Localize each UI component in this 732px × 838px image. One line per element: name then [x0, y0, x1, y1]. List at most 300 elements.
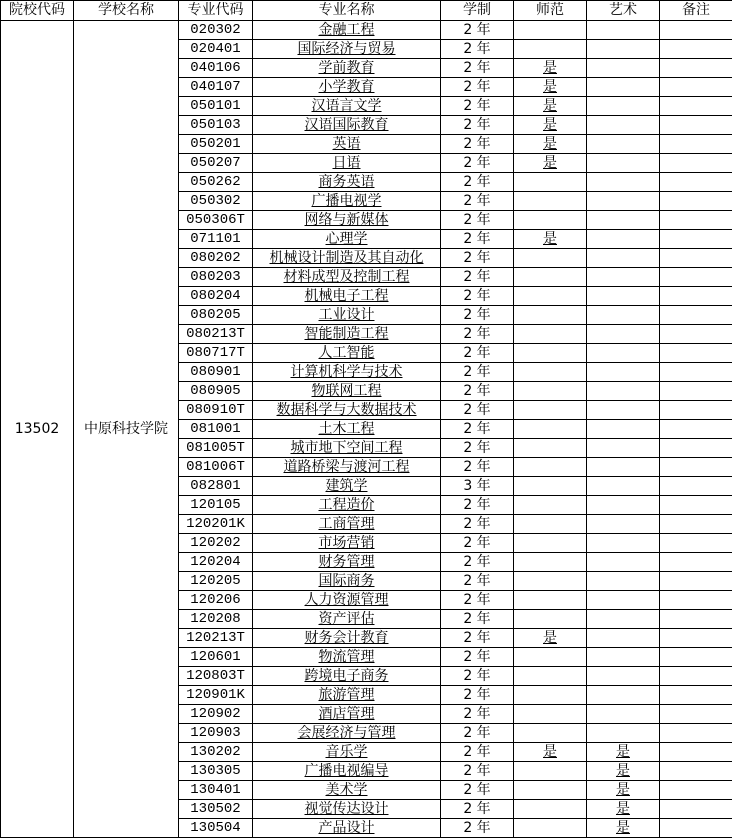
major-code-cell: 080203	[179, 268, 253, 287]
major-code-cell: 050302	[179, 192, 253, 211]
years-cell: 2 年	[441, 439, 514, 458]
header-normal: 师范	[514, 1, 587, 21]
years-cell: 2 年	[441, 97, 514, 116]
note-cell	[660, 686, 732, 705]
art-cell	[587, 325, 660, 344]
normal-cell	[514, 154, 587, 173]
normal-cell	[514, 515, 587, 534]
years-cell: 2 年	[441, 743, 514, 762]
major-name-cell	[253, 363, 441, 382]
major-name-cell-text: 资产评估	[319, 611, 375, 627]
normal-cell	[514, 648, 587, 667]
major-code-cell: 120201K	[179, 515, 253, 534]
art-cell	[587, 819, 660, 838]
major-name-cell	[253, 724, 441, 743]
major-name-cell	[253, 230, 441, 249]
school-code-cell: 13502	[1, 21, 74, 838]
art-cell	[587, 287, 660, 306]
major-code-cell: 040106	[179, 59, 253, 78]
note-cell	[660, 667, 732, 686]
normal-cell-text: 是	[543, 630, 557, 646]
major-name-cell	[253, 648, 441, 667]
major-code-cell: 071101	[179, 230, 253, 249]
art-cell	[587, 439, 660, 458]
major-name-cell	[253, 572, 441, 591]
years-cell: 3 年	[441, 477, 514, 496]
major-name-cell-text: 财务会计教育	[305, 630, 389, 646]
art-cell	[587, 610, 660, 629]
major-name-cell-text: 物流管理	[319, 649, 375, 665]
major-code-cell: 050101	[179, 97, 253, 116]
major-name-cell-text: 网络与新媒体	[305, 212, 389, 228]
normal-cell	[514, 591, 587, 610]
normal-cell	[514, 59, 587, 78]
major-name-cell	[253, 781, 441, 800]
major-name-cell-text: 心理学	[326, 231, 368, 247]
years-cell: 2 年	[441, 762, 514, 781]
normal-cell	[514, 249, 587, 268]
major-name-cell-text: 材料成型及控制工程	[284, 269, 410, 285]
years-cell: 2 年	[441, 515, 514, 534]
major-code-cell: 120202	[179, 534, 253, 553]
normal-cell	[514, 781, 587, 800]
years-cell: 2 年	[441, 610, 514, 629]
normal-cell-text: 是	[543, 117, 557, 133]
art-cell	[587, 211, 660, 230]
art-cell	[587, 743, 660, 762]
major-code-cell: 120105	[179, 496, 253, 515]
header-school-code: 院校代码	[1, 1, 74, 21]
normal-cell	[514, 724, 587, 743]
major-name-cell-text: 人力资源管理	[305, 592, 389, 608]
major-code-cell: 040107	[179, 78, 253, 97]
normal-cell-text: 是	[543, 744, 557, 760]
major-name-cell-text: 城市地下空间工程	[291, 440, 403, 456]
note-cell	[660, 192, 732, 211]
major-name-cell-text: 工业设计	[319, 307, 375, 323]
normal-cell	[514, 762, 587, 781]
normal-cell	[514, 97, 587, 116]
major-name-cell-text: 土木工程	[319, 421, 375, 437]
art-cell	[587, 401, 660, 420]
table-row	[1, 21, 732, 40]
normal-cell	[514, 40, 587, 59]
normal-cell	[514, 458, 587, 477]
art-cell	[587, 591, 660, 610]
normal-cell	[514, 78, 587, 97]
art-cell	[587, 306, 660, 325]
years-cell: 2 年	[441, 230, 514, 249]
normal-cell	[514, 553, 587, 572]
normal-cell-text: 是	[543, 136, 557, 152]
table-body	[1, 21, 732, 838]
normal-cell	[514, 192, 587, 211]
major-name-cell	[253, 553, 441, 572]
major-name-cell	[253, 439, 441, 458]
normal-cell-text: 是	[543, 231, 557, 247]
major-name-cell	[253, 40, 441, 59]
years-cell: 2 年	[441, 40, 514, 59]
major-name-cell	[253, 496, 441, 515]
major-name-cell-text: 广播电视编导	[305, 763, 389, 779]
major-name-cell-text: 英语	[333, 136, 361, 152]
normal-cell	[514, 534, 587, 553]
normal-cell	[514, 686, 587, 705]
art-cell	[587, 363, 660, 382]
art-cell	[587, 629, 660, 648]
years-cell: 2 年	[441, 401, 514, 420]
major-name-cell-text: 日语	[333, 155, 361, 171]
major-name-cell	[253, 458, 441, 477]
art-cell	[587, 515, 660, 534]
normal-cell-text: 是	[543, 60, 557, 76]
years-cell: 2 年	[441, 800, 514, 819]
major-name-cell	[253, 173, 441, 192]
years-cell: 2 年	[441, 192, 514, 211]
major-code-cell: 130502	[179, 800, 253, 819]
art-cell	[587, 496, 660, 515]
major-name-cell-text: 工商管理	[319, 516, 375, 532]
art-cell	[587, 534, 660, 553]
years-cell: 2 年	[441, 705, 514, 724]
normal-cell	[514, 268, 587, 287]
years-cell: 2 年	[441, 268, 514, 287]
major-name-cell	[253, 743, 441, 762]
major-name-cell-text: 金融工程	[319, 22, 375, 38]
major-name-cell-text: 国际经济与贸易	[298, 41, 396, 57]
note-cell	[660, 477, 732, 496]
major-code-cell: 080910T	[179, 401, 253, 420]
note-cell	[660, 268, 732, 287]
major-name-cell	[253, 192, 441, 211]
note-cell	[660, 287, 732, 306]
major-code-cell: 120206	[179, 591, 253, 610]
header-major-name: 专业名称	[253, 1, 441, 21]
major-name-cell-text: 计算机科学与技术	[291, 364, 403, 380]
major-name-cell	[253, 154, 441, 173]
note-cell	[660, 116, 732, 135]
major-name-cell-text: 商务英语	[319, 174, 375, 190]
normal-cell	[514, 344, 587, 363]
years-cell: 2 年	[441, 534, 514, 553]
art-cell	[587, 97, 660, 116]
note-cell	[660, 78, 732, 97]
major-name-cell	[253, 211, 441, 230]
normal-cell-text: 是	[543, 98, 557, 114]
art-cell-text: 是	[616, 782, 630, 798]
major-code-cell: 120205	[179, 572, 253, 591]
note-cell	[660, 572, 732, 591]
major-name-cell	[253, 819, 441, 838]
major-code-cell: 050103	[179, 116, 253, 135]
major-name-cell-text: 财务管理	[319, 554, 375, 570]
major-name-cell-text: 工程造价	[319, 497, 375, 513]
years-cell: 2 年	[441, 686, 514, 705]
major-name-cell-text: 汉语言文学	[312, 98, 382, 114]
note-cell	[660, 458, 732, 477]
years-cell: 2 年	[441, 173, 514, 192]
normal-cell	[514, 230, 587, 249]
major-name-cell-text: 广播电视学	[312, 193, 382, 209]
major-code-cell: 081005T	[179, 439, 253, 458]
normal-cell	[514, 173, 587, 192]
normal-cell	[514, 800, 587, 819]
art-cell	[587, 686, 660, 705]
years-cell: 2 年	[441, 135, 514, 154]
years-cell: 2 年	[441, 781, 514, 800]
note-cell	[660, 743, 732, 762]
major-code-cell: 120213T	[179, 629, 253, 648]
art-cell	[587, 192, 660, 211]
years-cell: 2 年	[441, 572, 514, 591]
normal-cell	[514, 439, 587, 458]
note-cell	[660, 382, 732, 401]
major-name-cell	[253, 629, 441, 648]
major-name-cell	[253, 268, 441, 287]
art-cell	[587, 420, 660, 439]
major-name-cell-text: 机械电子工程	[305, 288, 389, 304]
note-cell	[660, 344, 732, 363]
art-cell	[587, 40, 660, 59]
note-cell	[660, 724, 732, 743]
note-cell	[660, 610, 732, 629]
header-row	[1, 1, 732, 21]
art-cell	[587, 648, 660, 667]
major-name-cell-text: 数据科学与大数据技术	[277, 402, 417, 418]
years-cell: 2 年	[441, 420, 514, 439]
major-code-cell: 050306T	[179, 211, 253, 230]
note-cell	[660, 629, 732, 648]
normal-cell	[514, 705, 587, 724]
major-code-cell: 050207	[179, 154, 253, 173]
art-cell	[587, 230, 660, 249]
major-name-cell-text: 跨境电子商务	[305, 668, 389, 684]
major-name-cell-text: 音乐学	[326, 744, 368, 760]
major-name-cell	[253, 344, 441, 363]
major-name-cell-text: 旅游管理	[319, 687, 375, 703]
major-name-cell	[253, 287, 441, 306]
years-cell: 2 年	[441, 553, 514, 572]
art-cell	[587, 154, 660, 173]
normal-cell	[514, 401, 587, 420]
note-cell	[660, 363, 732, 382]
major-code-cell: 020302	[179, 21, 253, 40]
major-code-cell: 120204	[179, 553, 253, 572]
major-code-cell: 081001	[179, 420, 253, 439]
note-cell	[660, 135, 732, 154]
note-cell	[660, 21, 732, 40]
note-cell	[660, 249, 732, 268]
major-name-cell-text: 国际商务	[319, 573, 375, 589]
major-code-cell: 080213T	[179, 325, 253, 344]
art-cell	[587, 781, 660, 800]
normal-cell	[514, 363, 587, 382]
art-cell	[587, 800, 660, 819]
normal-cell	[514, 382, 587, 401]
major-name-cell	[253, 420, 441, 439]
years-cell: 2 年	[441, 363, 514, 382]
major-code-cell: 081006T	[179, 458, 253, 477]
note-cell	[660, 800, 732, 819]
art-cell	[587, 762, 660, 781]
major-name-cell	[253, 59, 441, 78]
note-cell	[660, 439, 732, 458]
years-cell: 2 年	[441, 648, 514, 667]
art-cell	[587, 477, 660, 496]
major-code-cell: 050201	[179, 135, 253, 154]
major-name-cell-text: 汉语国际教育	[305, 117, 389, 133]
art-cell	[587, 21, 660, 40]
normal-cell	[514, 21, 587, 40]
major-code-cell: 120601	[179, 648, 253, 667]
normal-cell	[514, 667, 587, 686]
major-name-cell	[253, 97, 441, 116]
years-cell: 2 年	[441, 116, 514, 135]
major-code-cell: 080901	[179, 363, 253, 382]
note-cell	[660, 819, 732, 838]
major-code-cell: 120208	[179, 610, 253, 629]
art-cell-text: 是	[616, 801, 630, 817]
note-cell	[660, 401, 732, 420]
art-cell	[587, 78, 660, 97]
years-cell: 2 年	[441, 667, 514, 686]
major-name-cell-text: 产品设计	[319, 820, 375, 836]
art-cell	[587, 458, 660, 477]
major-name-cell-text: 道路桥梁与渡河工程	[284, 459, 410, 475]
years-cell: 2 年	[441, 287, 514, 306]
major-name-cell	[253, 325, 441, 344]
header-art: 艺术	[587, 1, 660, 21]
major-code-cell: 130202	[179, 743, 253, 762]
years-cell: 2 年	[441, 154, 514, 173]
art-cell	[587, 705, 660, 724]
years-cell: 2 年	[441, 249, 514, 268]
major-code-cell: 120902	[179, 705, 253, 724]
note-cell	[660, 648, 732, 667]
major-name-cell	[253, 382, 441, 401]
major-name-cell	[253, 686, 441, 705]
note-cell	[660, 534, 732, 553]
years-cell: 2 年	[441, 344, 514, 363]
header-major-code: 专业代码	[179, 1, 253, 21]
major-code-cell: 080204	[179, 287, 253, 306]
art-cell	[587, 553, 660, 572]
normal-cell-text: 是	[543, 155, 557, 171]
major-code-cell: 020401	[179, 40, 253, 59]
major-code-cell: 120901K	[179, 686, 253, 705]
major-name-cell	[253, 249, 441, 268]
art-cell-text: 是	[616, 744, 630, 760]
note-cell	[660, 154, 732, 173]
art-cell	[587, 382, 660, 401]
art-cell	[587, 173, 660, 192]
major-code-cell: 080202	[179, 249, 253, 268]
major-name-cell-text: 美术学	[326, 782, 368, 798]
major-code-cell: 120903	[179, 724, 253, 743]
major-code-cell: 080905	[179, 382, 253, 401]
note-cell	[660, 230, 732, 249]
normal-cell	[514, 610, 587, 629]
note-cell	[660, 173, 732, 192]
years-cell: 2 年	[441, 382, 514, 401]
note-cell	[660, 420, 732, 439]
years-cell: 2 年	[441, 325, 514, 344]
major-name-cell	[253, 610, 441, 629]
art-cell-text: 是	[616, 763, 630, 779]
normal-cell	[514, 819, 587, 838]
normal-cell	[514, 743, 587, 762]
major-name-cell-text: 物联网工程	[312, 383, 382, 399]
school-name-cell: 中原科技学院	[74, 21, 179, 838]
note-cell	[660, 306, 732, 325]
major-code-cell: 130401	[179, 781, 253, 800]
major-code-cell: 130504	[179, 819, 253, 838]
normal-cell	[514, 477, 587, 496]
major-name-cell-text: 会展经济与管理	[298, 725, 396, 741]
note-cell	[660, 781, 732, 800]
major-name-cell-text: 小学教育	[319, 79, 375, 95]
major-name-cell	[253, 116, 441, 135]
normal-cell	[514, 629, 587, 648]
note-cell	[660, 762, 732, 781]
major-name-cell	[253, 800, 441, 819]
years-cell: 2 年	[441, 458, 514, 477]
note-cell	[660, 97, 732, 116]
normal-cell	[514, 211, 587, 230]
major-name-cell-text: 机械设计制造及其自动化	[270, 250, 424, 266]
major-code-cell: 130305	[179, 762, 253, 781]
years-cell: 2 年	[441, 21, 514, 40]
note-cell	[660, 211, 732, 230]
normal-cell	[514, 572, 587, 591]
major-name-cell	[253, 515, 441, 534]
major-code-cell: 120803T	[179, 667, 253, 686]
major-name-cell-text: 学前教育	[319, 60, 375, 76]
normal-cell-text: 是	[543, 79, 557, 95]
art-cell	[587, 724, 660, 743]
art-cell	[587, 268, 660, 287]
note-cell	[660, 40, 732, 59]
major-name-cell	[253, 78, 441, 97]
art-cell-text: 是	[616, 820, 630, 836]
major-name-cell	[253, 705, 441, 724]
note-cell	[660, 496, 732, 515]
normal-cell	[514, 420, 587, 439]
note-cell	[660, 553, 732, 572]
note-cell	[660, 515, 732, 534]
note-cell	[660, 325, 732, 344]
major-name-cell-text: 人工智能	[319, 345, 375, 361]
major-name-cell	[253, 21, 441, 40]
years-cell: 2 年	[441, 59, 514, 78]
header-note: 备注	[660, 1, 732, 21]
art-cell	[587, 59, 660, 78]
major-name-cell	[253, 534, 441, 553]
years-cell: 2 年	[441, 819, 514, 838]
years-cell: 2 年	[441, 211, 514, 230]
art-cell	[587, 116, 660, 135]
major-name-cell	[253, 667, 441, 686]
years-cell: 2 年	[441, 306, 514, 325]
header-school-name: 学校名称	[74, 1, 179, 21]
note-cell	[660, 591, 732, 610]
major-name-cell	[253, 135, 441, 154]
normal-cell	[514, 496, 587, 515]
major-name-cell-text: 酒店管理	[319, 706, 375, 722]
major-name-cell	[253, 762, 441, 781]
major-name-cell	[253, 401, 441, 420]
major-name-cell	[253, 306, 441, 325]
